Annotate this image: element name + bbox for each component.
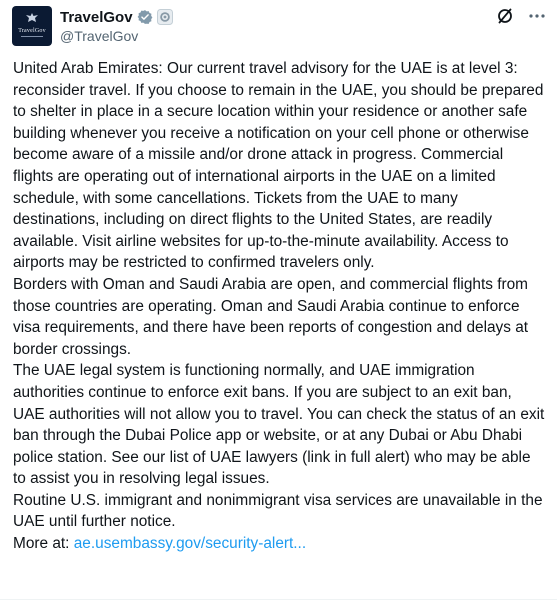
grok-slash-icon[interactable]: [495, 6, 515, 26]
security-alert-link[interactable]: ae.usembassy.gov/security-alert...: [73, 535, 307, 553]
tweet-paragraph-3: The UAE legal system is functioning normally, and UAE immigration authorities continue to enforce exit bans. If you are subject to an exit ban, UAE authorities will not allow you to travel. You can check the status of an exit ban through the Dubai Police app or website, or at any Dubai or Abu Dhabi police station. See our list of UAE lawyers (link in full alert) who may be able to assist you in resolving legal issues.: [13, 362, 545, 488]
tweet-paragraph-1: United Arab Emirates: Our current travel advisory for the UAE is at level 3: reconsider travel. If you choose to remain in the UAE, you should be prepared to shelter in place in a secure location within your residence or another safe building whenever you receive a notification on your cell phone or otherwise become aware of a missile and/or drone attack in progress. Commercial flights are operating out of international airports in the UAE on a limited schedule, with some cancellations. Tickets from the UAE to many destinations, including on direct flights to the United States, are readily available. Visit airline websites for up-to-the-minute availability. Access to airports may be restricted to confirmed travelers only.: [13, 60, 544, 272]
more-at-line: [13, 533, 546, 555]
avatar-logo-rule: [21, 36, 43, 37]
more-dots-icon[interactable]: [527, 6, 547, 26]
header-actions: [495, 6, 547, 26]
tweet-header: [12, 6, 547, 48]
display-name[interactable]: TravelGov: [60, 8, 133, 26]
government-seal-icon[interactable]: [157, 9, 173, 25]
avatar[interactable]: [12, 6, 52, 46]
verified-badge-icon[interactable]: [137, 9, 153, 25]
name-row: [60, 7, 173, 27]
tweet-paragraph-4: Routine U.S. immigrant and nonimmigrant visa services are unavailable in the UAE until further notice.: [13, 491, 543, 531]
more-at-label: More at:: [13, 535, 74, 553]
tweet-paragraph-2: Borders with Oman and Saudi Arabia are open, and commercial flights from those countries are operating. Oman and Saudi Arabia continue to enforce visa requirements, and there have been reports of congestion and delays at border crossings.: [13, 275, 529, 358]
eagle-logo-icon: [25, 12, 39, 24]
handle[interactable]: @TravelGov: [60, 28, 139, 44]
avatar-logo-text: TravelGov: [18, 28, 46, 34]
tweet-text: [13, 58, 546, 555]
